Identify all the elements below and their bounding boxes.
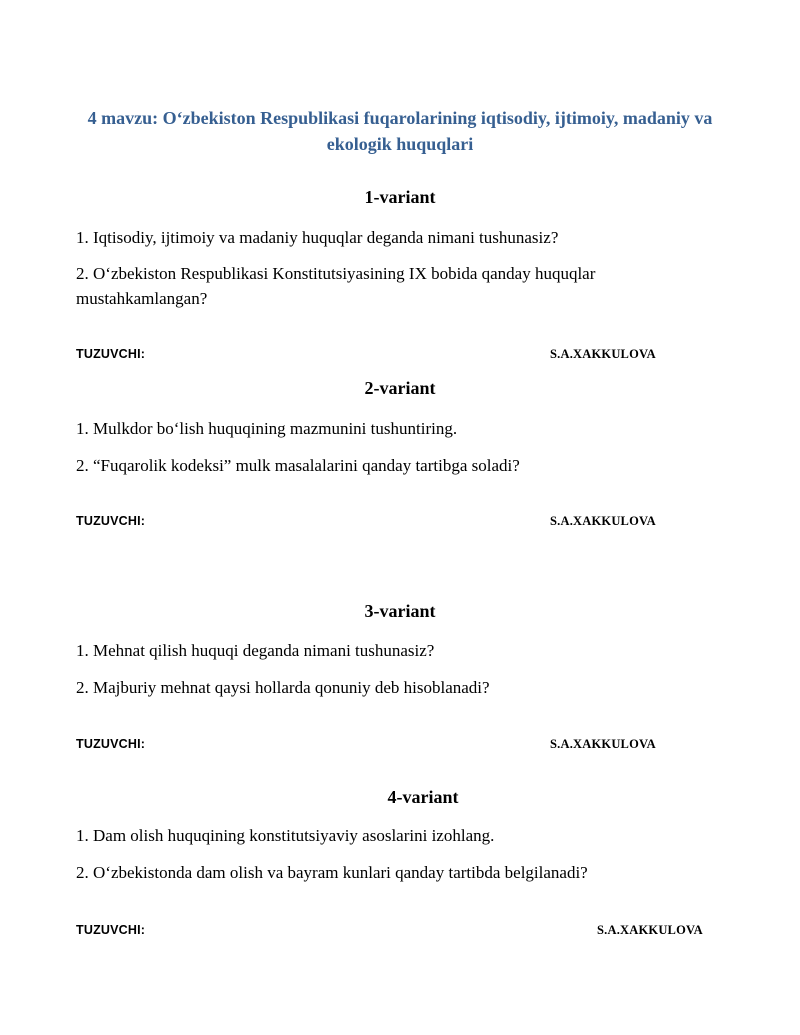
variant-3-question-1: 1. Mehnat qilish huquqi deganda nimani tushunasiz?	[76, 641, 435, 660]
variant-4-question-2: 2. O‘zbekistonda dam olish va bayram kunlari qanday tartibda belgilanadi?	[76, 863, 588, 882]
variant-4-heading: 4-variant	[387, 787, 459, 807]
variant-2-question-1: 1. Mulkdor bo‘lish huquqining mazmunini tushuntiring.	[76, 419, 458, 438]
variant-1-question-1: 1. Iqtisodiy, ijtimoiy va madaniy huquqlar deganda nimani tushunasiz?	[76, 228, 559, 247]
variant-4-compiler-label: TUZUVCHI:	[76, 923, 146, 937]
variant-4-compiler-name: S.A.XAKKULOVA	[597, 923, 703, 937]
variant-1-question-2: 2. O‘zbekiston Respublikasi Konstitutsiyasining IX bobida qanday huquqlar mustahkamlangan?	[76, 264, 596, 308]
variant-2-compiler-label: TUZUVCHI:	[76, 514, 146, 528]
variant-4-question-1: 1. Dam olish huquqining konstitutsiyaviy asoslarini izohlang.	[76, 826, 495, 845]
variant-3-question-2: 2. Majburiy mehnat qaysi hollarda qonuniy deb hisoblanadi?	[76, 678, 490, 697]
variant-3-heading: 3-variant	[364, 601, 436, 621]
variant-1-compiler-name: S.A.XAKKULOVA	[550, 347, 656, 361]
document-title: 4 mavzu: O‘zbekiston Respublikasi fuqarolarining iqtisodiy, ijtimoiy, madaniy va ekologik huquqlari	[87, 108, 713, 154]
variant-1-heading: 1-variant	[364, 187, 436, 207]
variant-2-heading: 2-variant	[364, 378, 436, 398]
variant-3-compiler-label: TUZUVCHI:	[76, 737, 146, 751]
variant-2-question-2: 2. “Fuqarolik kodeksi” mulk masalalarini qanday tartibga soladi?	[76, 456, 520, 475]
variant-2-compiler-name: S.A.XAKKULOVA	[550, 514, 656, 528]
variant-3-compiler-name: S.A.XAKKULOVA	[550, 737, 656, 751]
variant-1-compiler-label: TUZUVCHI:	[76, 347, 146, 361]
